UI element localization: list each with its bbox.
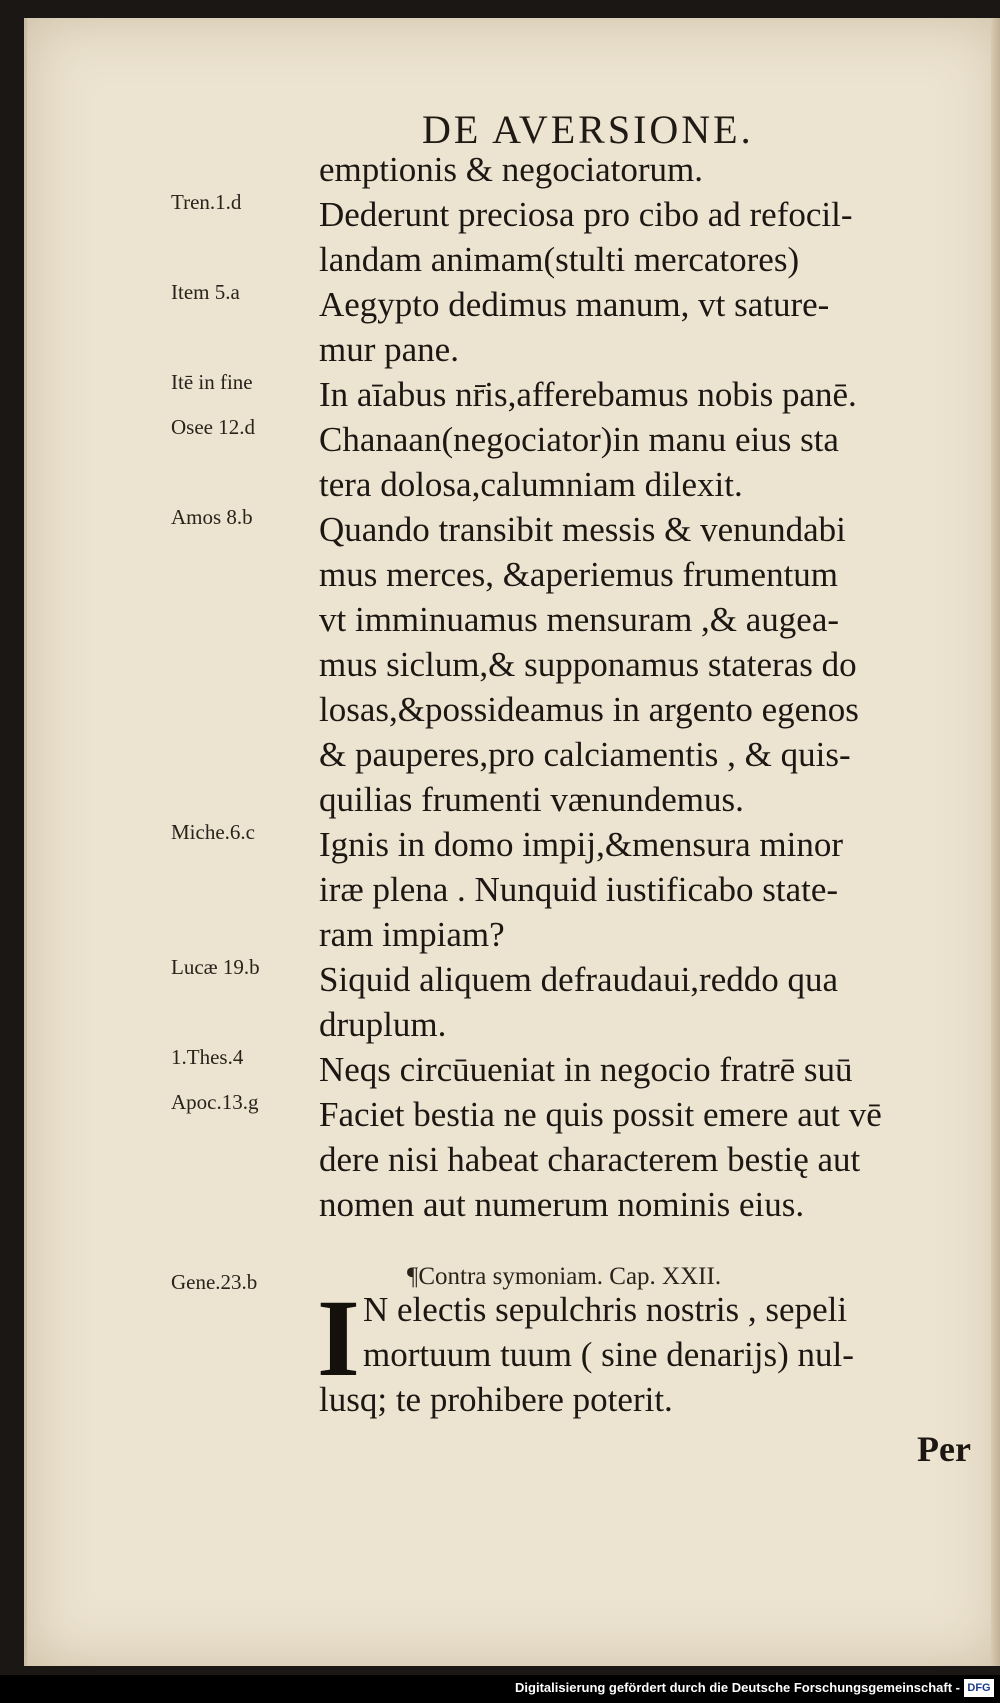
catchword: Per xyxy=(917,1429,971,1469)
margin-note: 1.Thes.4 xyxy=(171,1045,244,1069)
text-line: mus siclum,& supponamus stateras do xyxy=(319,645,857,684)
chapter-heading: ¶Contra symoniam. Cap. XXII. xyxy=(407,1263,722,1290)
text-line: landam animam(stulti mercatores) xyxy=(319,240,800,279)
text-line: Siquid aliquem defraudaui,reddo qua xyxy=(319,960,839,999)
margin-note: Itē in fine xyxy=(171,370,253,394)
text-line: Dederunt preciosa pro cibo ad refocil- xyxy=(319,195,853,234)
margin-note: Tren.1.d xyxy=(171,190,242,214)
margin-note: Amos 8.b xyxy=(171,505,253,529)
funding-note: Digitalisierung gefördert durch die Deutsche Forschungsgemeinschaft - xyxy=(515,1680,960,1695)
text-line: emptionis & negociatorum. xyxy=(319,150,703,189)
margin-note: Apoc.13.g xyxy=(171,1090,259,1114)
dfg-logo: DFG xyxy=(964,1679,994,1697)
text-line: dere nisi habeat characterem bestię aut xyxy=(319,1140,861,1179)
text-line: mus merces, &aperiemus frumentum xyxy=(319,555,839,594)
text-line: Ignis in domo impij,&mensura minor xyxy=(319,825,843,864)
margin-note: Miche.6.c xyxy=(171,820,255,844)
margin-note: Gene.23.b xyxy=(171,1270,258,1294)
text-line: nomen aut numerum nominis eius. xyxy=(319,1185,805,1224)
text-line: druplum. xyxy=(319,1005,447,1044)
text-line: Neqs circūueniat in negocio fratrē suū xyxy=(319,1050,853,1089)
text-line: & pauperes,pro calciamentis , & quis- xyxy=(319,735,851,774)
text-line: mur pane. xyxy=(319,330,459,369)
running-head: DE AVERSIONE. xyxy=(422,107,754,152)
text-line: tera dolosa,calumniam dilexit. xyxy=(319,465,743,504)
margin-note: Lucæ 19.b xyxy=(171,955,260,979)
text-line: losas,&possideamus in argento egenos xyxy=(319,690,859,729)
text-line: N electis sepulchris nostris , sepeli xyxy=(363,1290,848,1329)
text-line: In aīabus nr̄is,afferebamus nobis panē. xyxy=(319,375,857,414)
text-line: Faciet bestia ne quis possit emere aut vē xyxy=(319,1095,882,1134)
margin-note: Item 5.a xyxy=(171,280,240,304)
page-edge xyxy=(991,18,1000,1666)
text-line: Quando transibit messis & venundabi xyxy=(319,510,846,549)
text-line: vt imminuamus mensuram ,& augea- xyxy=(319,600,840,639)
text-line: mortuum tuum ( sine denarijs) nul- xyxy=(363,1335,854,1374)
margin-note: Osee 12.d xyxy=(171,415,255,439)
text-line: ram impiam? xyxy=(319,915,505,954)
book-page xyxy=(24,18,1000,1666)
digitization-footer xyxy=(0,1675,1000,1703)
text-line: Chanaan(negociator)in manu eius sta xyxy=(319,420,839,459)
text-line: Aegypto dedimus manum, vt sature- xyxy=(319,285,830,324)
text-line: lusq; te prohibere poterit. xyxy=(319,1380,673,1419)
text-line: quilias frumenti vænundemus. xyxy=(319,780,744,819)
text-line: iræ plena . Nunquid iustificabo state- xyxy=(319,870,839,909)
drop-capital: I xyxy=(317,1277,360,1399)
